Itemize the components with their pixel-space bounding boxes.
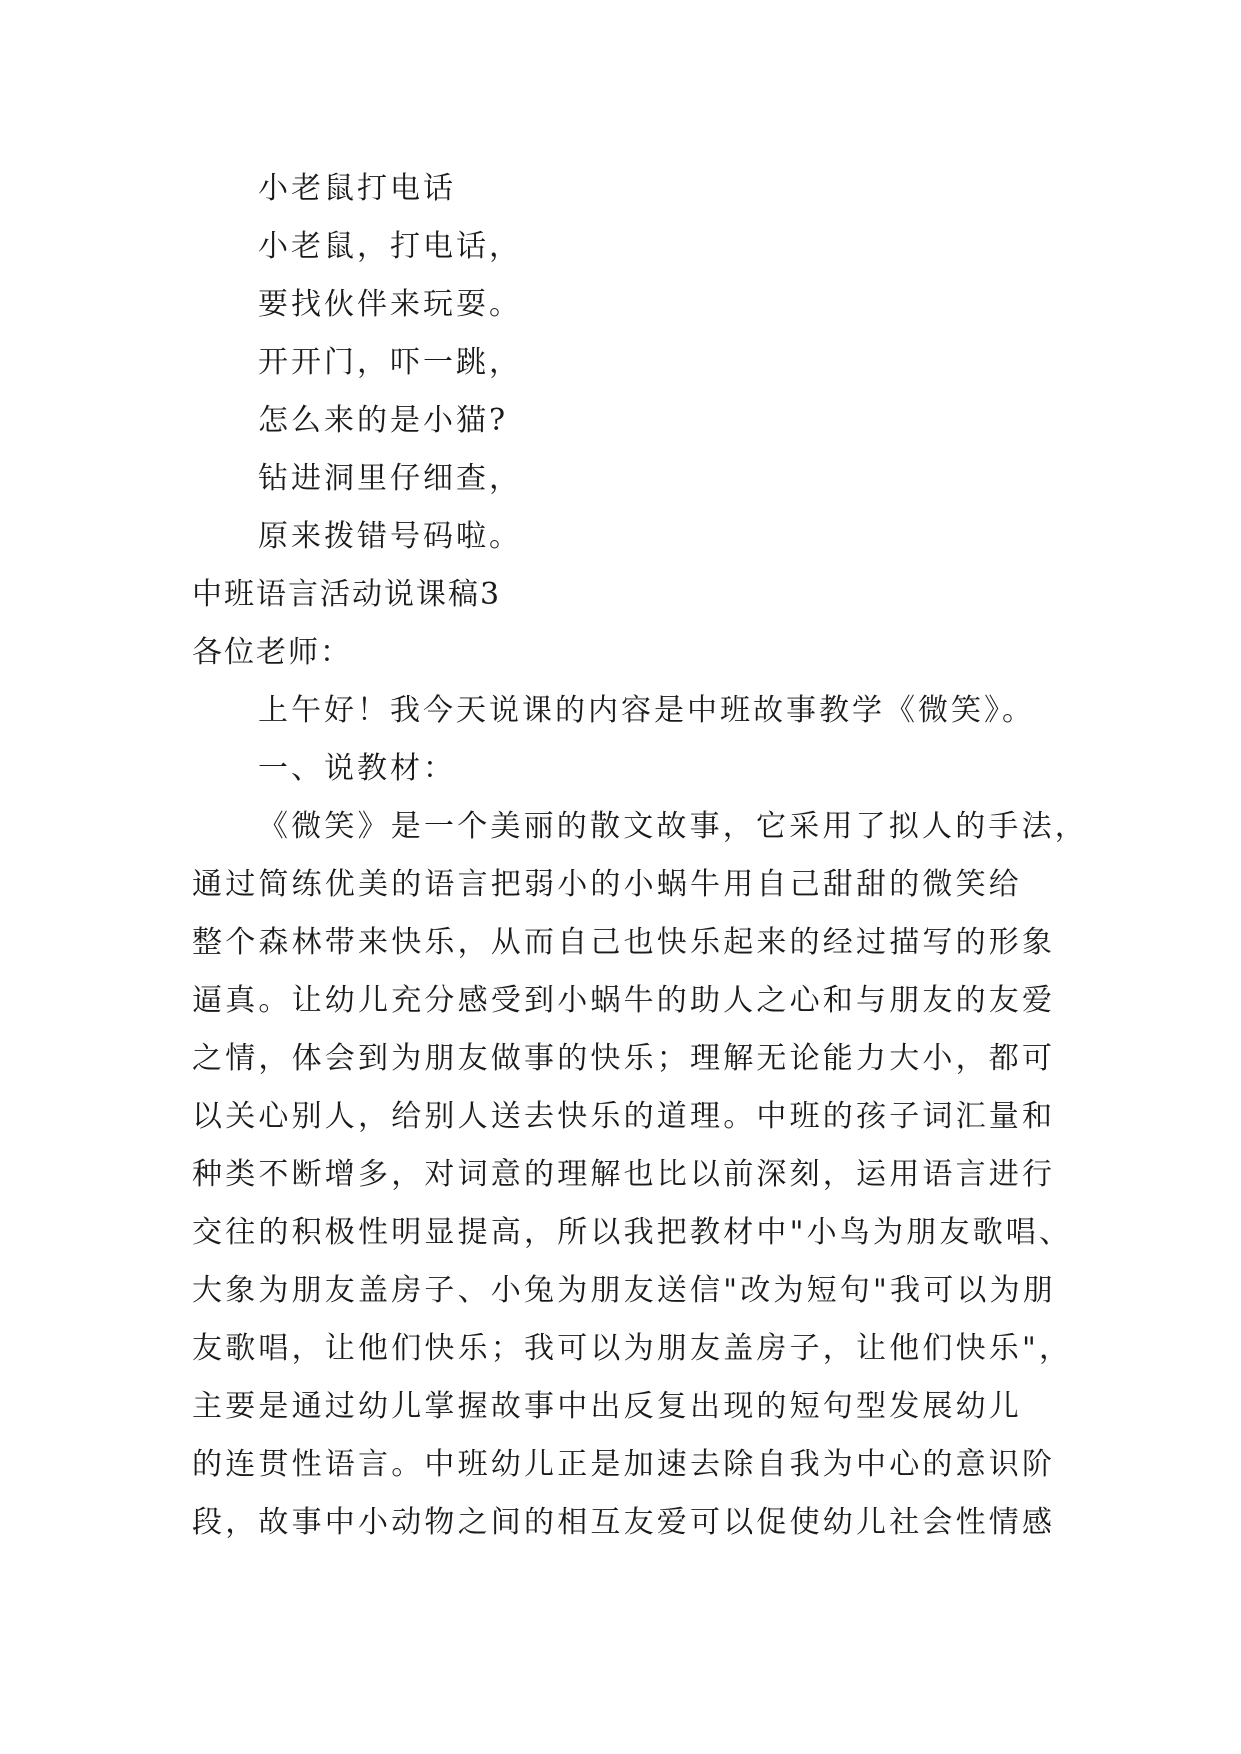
paragraph-row: 整个森林带来快乐，从而自己也快乐起来的经过描写的形象 xyxy=(192,925,1056,960)
document-title: 中班语言活动说课稿3 xyxy=(192,577,502,612)
section-heading: 一、说教材： xyxy=(258,751,456,786)
paragraph-row: 逼真。让幼儿充分感受到小蜗牛的助人之心和与朋友的友爱 xyxy=(192,983,1056,1018)
poem-line: 原来拨错号码啦。 xyxy=(258,519,522,554)
poem-title: 小老鼠打电话 xyxy=(258,171,456,206)
paragraph-row: 的连贯性语言。中班幼儿正是加速去除自我为中心的意识阶 xyxy=(192,1447,1056,1482)
greeting: 各位老师： xyxy=(192,635,352,670)
poem-block xyxy=(258,160,1058,566)
poem-line: 怎么来的是小猫? xyxy=(258,403,509,438)
paragraph-row: 大象为朋友盖房子、小兔为朋友送信"改为短句"我可以为朋 xyxy=(192,1273,1056,1308)
paragraph-row: 交往的积极性明显提高，所以我把教材中"小鸟为朋友歌唱、 xyxy=(192,1215,1073,1250)
paragraph-row: 通过简练优美的语言把弱小的小蜗牛用自己甜甜的微笑给 xyxy=(192,867,1022,902)
poem-line: 要找伙伴来玩耍。 xyxy=(258,287,522,322)
paragraph-row: 之情，体会到为朋友做事的快乐；理解无论能力大小，都可 xyxy=(192,1041,1056,1076)
paragraph-row: 《微笑》是一个美丽的散文故事，它采用了拟人的手法， xyxy=(258,809,1088,844)
poem-line: 小老鼠，打电话， xyxy=(258,229,522,264)
poem-line: 开开门，吓一跳， xyxy=(258,345,522,380)
paragraph-row: 主要是通过幼儿掌握故事中出反复出现的短句型发展幼儿 xyxy=(192,1389,1022,1424)
paragraph-row: 种类不断增多，对词意的理解也比以前深刻，运用语言进行 xyxy=(192,1157,1056,1192)
paragraph-row: 友歌唱，让他们快乐；我可以为朋友盖房子，让他们快乐"， xyxy=(192,1331,1073,1366)
body-paragraph xyxy=(192,798,1088,1552)
intro-line: 上午好！我今天说课的内容是中班故事教学《微笑》。 xyxy=(258,693,1035,728)
paragraph-row: 段，故事中小动物之间的相互友爱可以促使幼儿社会性情感 xyxy=(192,1505,1056,1540)
paragraph-row: 以关心别人，给别人送去快乐的道理。中班的孩子词汇量和 xyxy=(192,1099,1056,1134)
poem-line: 钻进洞里仔细查， xyxy=(258,461,522,496)
